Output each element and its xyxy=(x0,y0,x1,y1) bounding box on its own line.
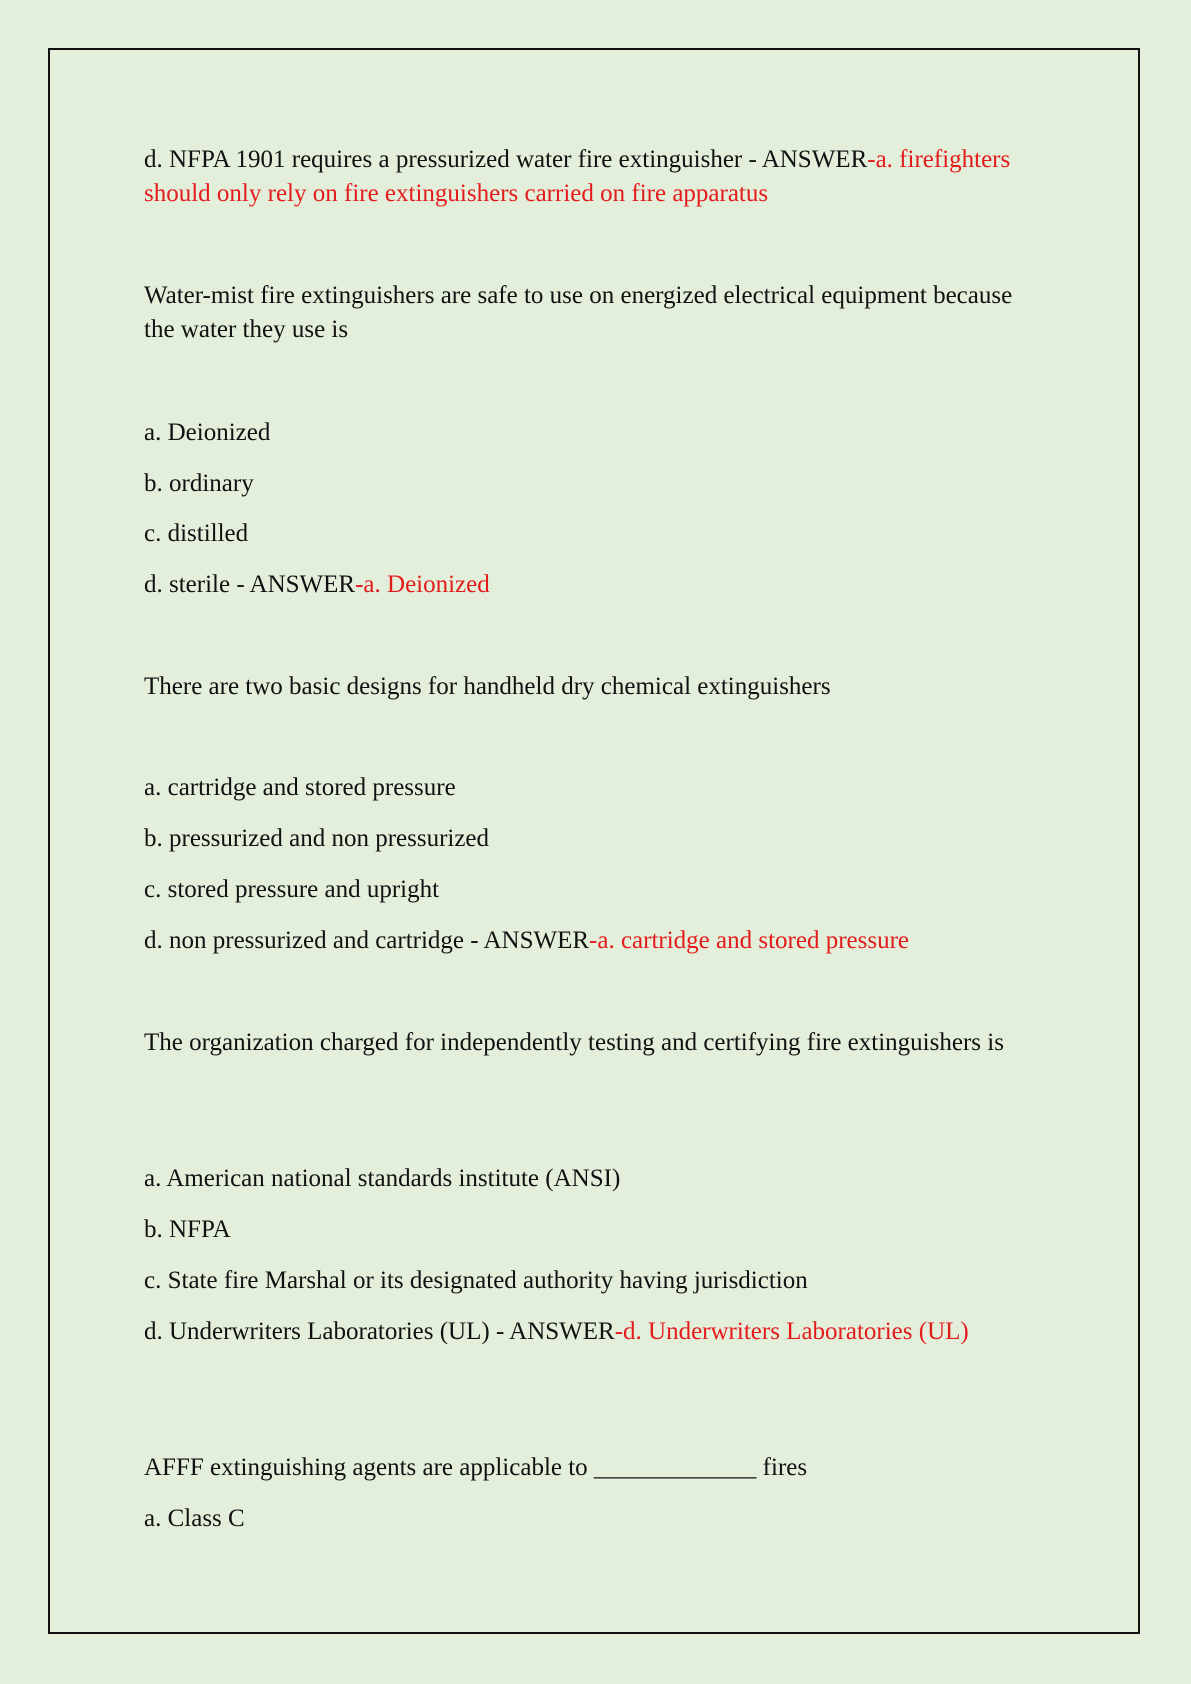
option-text: d. sterile - ANSWER xyxy=(144,571,356,598)
answer-text: -a. cartridge and stored pressure xyxy=(589,927,910,954)
answer-text: -a. firefighters should only rely on fire extinguishers carried on fire apparatus xyxy=(144,146,1011,207)
question-dry-chemical: There are two basic designs for handheld dry chemical extinguishers xyxy=(144,673,831,700)
answer-text: -d. Underwriters Laboratories (UL) xyxy=(614,1318,969,1345)
option-c: c. State fire Marshal or its designated authority having jurisdiction xyxy=(144,1267,808,1294)
option-text: d. non pressurized and cartridge - ANSWER xyxy=(144,927,590,954)
option-a: a. Deionized xyxy=(144,419,271,446)
question-testing-organization: The organization charged for independently testing and certifying fire extinguishers is xyxy=(144,1029,1004,1056)
answer-line-water-mist xyxy=(144,568,1044,602)
answer-line-nfpa-1901 xyxy=(144,143,1044,211)
option-text: d. Underwriters Laboratories (UL) - ANSWER xyxy=(144,1318,615,1345)
question-water-mist: Water-mist fire extinguishers are safe to use on energized electrical equipment because the water they use is xyxy=(144,282,1013,343)
option-text: d. NFPA 1901 requires a pressurized water fire extinguisher - ANSWER xyxy=(144,146,868,173)
option-c: c. distilled xyxy=(144,520,249,547)
question-afff: AFFF extinguishing agents are applicable to _____________ fires xyxy=(144,1454,808,1481)
answer-line-testing-organization xyxy=(144,1315,1044,1349)
option-c: c. stored pressure and upright xyxy=(144,876,440,903)
option-a: a. American national standards institute (ANSI) xyxy=(144,1165,621,1192)
option-a: a. cartridge and stored pressure xyxy=(144,774,456,801)
answer-line-dry-chemical xyxy=(144,924,1044,958)
option-b: b. ordinary xyxy=(144,470,254,497)
option-b: b. pressurized and non pressurized xyxy=(144,825,490,852)
answer-text: -a. Deionized xyxy=(355,571,490,598)
option-b: b. NFPA xyxy=(144,1216,231,1243)
option-a: a. Class C xyxy=(144,1505,245,1532)
